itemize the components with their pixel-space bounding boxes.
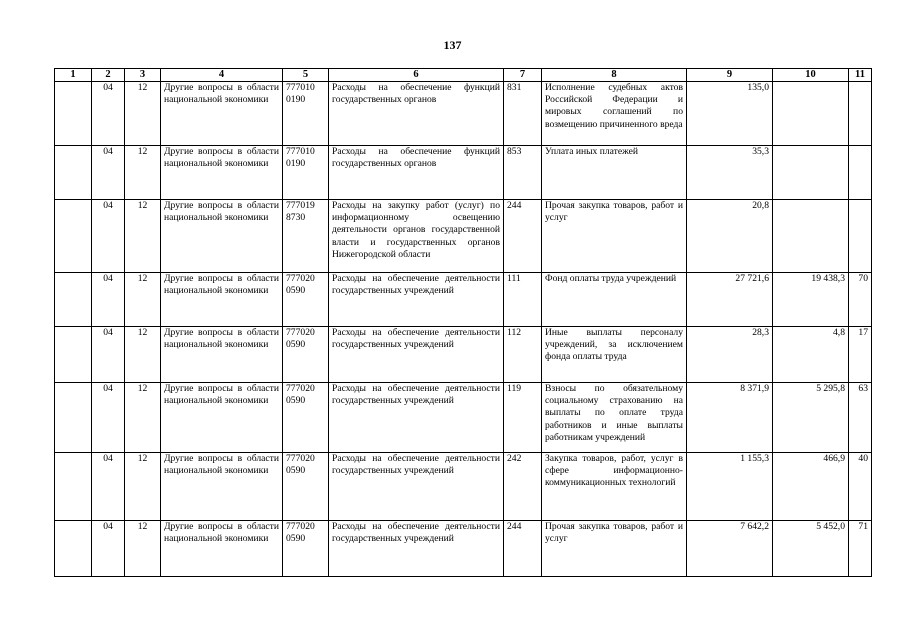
- cell-amount-actual: [773, 200, 849, 273]
- cell-section: 04: [92, 82, 125, 146]
- cell-target-name: Расходы на обеспечение деятельности государственных учреждений: [329, 521, 504, 577]
- cell-section-name: Другие вопросы в области национальной экономики: [161, 146, 283, 200]
- cell-percent: [849, 82, 872, 146]
- cell-section-name: Другие вопросы в области национальной экономики: [161, 383, 283, 453]
- cell-section: 04: [92, 383, 125, 453]
- cell-section: 04: [92, 273, 125, 327]
- cell-section-name: Другие вопросы в области национальной экономики: [161, 82, 283, 146]
- cell-col1: [55, 453, 92, 521]
- table-row: [55, 82, 872, 146]
- column-header-5: 5: [283, 69, 329, 82]
- cell-amount-plan: 7 642,2: [687, 521, 773, 577]
- cell-amount-plan: 35,3: [687, 146, 773, 200]
- header-row: [55, 69, 872, 82]
- cell-target-code: 777020 0590: [283, 327, 329, 383]
- cell-subsection: 12: [125, 383, 161, 453]
- cell-expense-name: Исполнение судебных актов Российской Федерации и мировых соглашений по возмещению причиненного вреда: [542, 82, 687, 146]
- cell-target-name: Расходы на обеспечение деятельности государственных учреждений: [329, 273, 504, 327]
- table-row: [55, 383, 872, 453]
- cell-target-code: 777020 0590: [283, 383, 329, 453]
- cell-percent: [849, 146, 872, 200]
- cell-percent: 40: [849, 453, 872, 521]
- cell-target-name: Расходы на обеспечение деятельности государственных учреждений: [329, 327, 504, 383]
- cell-section-name: Другие вопросы в области национальной экономики: [161, 521, 283, 577]
- cell-target-code: 777019 8730: [283, 200, 329, 273]
- cell-amount-actual: [773, 82, 849, 146]
- cell-amount-plan: 28,3: [687, 327, 773, 383]
- cell-section-name: Другие вопросы в области национальной экономики: [161, 327, 283, 383]
- cell-col1: [55, 273, 92, 327]
- cell-col1: [55, 200, 92, 273]
- table-row: [55, 200, 872, 273]
- cell-percent: 17: [849, 327, 872, 383]
- cell-target-name: Расходы на обеспечение деятельности государственных учреждений: [329, 383, 504, 453]
- table-header: [55, 69, 872, 82]
- column-header-1: 1: [55, 69, 92, 82]
- cell-col1: [55, 146, 92, 200]
- cell-subsection: 12: [125, 82, 161, 146]
- column-header-3: 3: [125, 69, 161, 82]
- table-body: [55, 82, 872, 577]
- table-row: [55, 146, 872, 200]
- column-header-11: 11: [849, 69, 872, 82]
- cell-amount-plan: 1 155,3: [687, 453, 773, 521]
- cell-target-name: Расходы на закупку работ (услуг) по информационному освещению деятельности органов государственной власти и государственных органов Нижегородской области: [329, 200, 504, 273]
- cell-target-code: 777010 0190: [283, 146, 329, 200]
- page-number: 137: [443, 38, 462, 52]
- cell-expense-type: 119: [504, 383, 542, 453]
- cell-percent: 70: [849, 273, 872, 327]
- cell-amount-plan: 135,0: [687, 82, 773, 146]
- table-row: [55, 521, 872, 577]
- cell-expense-name: Прочая закупка товаров, работ и услуг: [542, 521, 687, 577]
- cell-target-name: Расходы на обеспечение функций государственных органов: [329, 146, 504, 200]
- column-header-8: 8: [542, 69, 687, 82]
- cell-percent: [849, 200, 872, 273]
- cell-expense-type: 244: [504, 200, 542, 273]
- cell-amount-plan: 20,8: [687, 200, 773, 273]
- cell-expense-name: Закупка товаров, работ, услуг в сфере информационно-коммуникационных технологий: [542, 453, 687, 521]
- cell-subsection: 12: [125, 453, 161, 521]
- cell-expense-type: 242: [504, 453, 542, 521]
- cell-amount-actual: 5 295,8: [773, 383, 849, 453]
- cell-amount-actual: 19 438,3: [773, 273, 849, 327]
- table-row: [55, 327, 872, 383]
- cell-target-code: 777020 0590: [283, 453, 329, 521]
- cell-expense-name: Фонд оплаты труда учреждений: [542, 273, 687, 327]
- cell-percent: 63: [849, 383, 872, 453]
- cell-amount-plan: 27 721,6: [687, 273, 773, 327]
- cell-amount-actual: 5 452,0: [773, 521, 849, 577]
- cell-expense-name: Взносы по обязательному социальному страхованию на выплаты по оплате труда работников и иные выплаты работникам учреждений: [542, 383, 687, 453]
- cell-amount-plan: 8 371,9: [687, 383, 773, 453]
- cell-section-name: Другие вопросы в области национальной экономики: [161, 453, 283, 521]
- cell-amount-actual: [773, 146, 849, 200]
- column-header-10: 10: [773, 69, 849, 82]
- column-header-2: 2: [92, 69, 125, 82]
- cell-section: 04: [92, 327, 125, 383]
- cell-expense-name: Прочая закупка товаров, работ и услуг: [542, 200, 687, 273]
- cell-target-name: Расходы на обеспечение функций государственных органов: [329, 82, 504, 146]
- table-row: [55, 273, 872, 327]
- cell-subsection: 12: [125, 521, 161, 577]
- cell-expense-type: 111: [504, 273, 542, 327]
- cell-col1: [55, 82, 92, 146]
- cell-section: 04: [92, 200, 125, 273]
- cell-col1: [55, 383, 92, 453]
- cell-section-name: Другие вопросы в области национальной экономики: [161, 200, 283, 273]
- cell-target-code: 777020 0590: [283, 521, 329, 577]
- cell-target-code: 777010 0190: [283, 82, 329, 146]
- cell-subsection: 12: [125, 327, 161, 383]
- cell-expense-type: 831: [504, 82, 542, 146]
- cell-percent: 71: [849, 521, 872, 577]
- cell-subsection: 12: [125, 273, 161, 327]
- cell-expense-name: Иные выплаты персоналу учреждений, за исключением фонда оплаты труда: [542, 327, 687, 383]
- cell-section-name: Другие вопросы в области национальной экономики: [161, 273, 283, 327]
- cell-amount-actual: 466,9: [773, 453, 849, 521]
- cell-target-code: 777020 0590: [283, 273, 329, 327]
- table-row: [55, 453, 872, 521]
- cell-expense-type: 112: [504, 327, 542, 383]
- column-header-6: 6: [329, 69, 504, 82]
- cell-section: 04: [92, 146, 125, 200]
- cell-col1: [55, 327, 92, 383]
- budget-table: [54, 68, 872, 577]
- column-header-7: 7: [504, 69, 542, 82]
- cell-subsection: 12: [125, 146, 161, 200]
- column-header-4: 4: [161, 69, 283, 82]
- column-header-9: 9: [687, 69, 773, 82]
- cell-expense-type: 244: [504, 521, 542, 577]
- cell-target-name: Расходы на обеспечение деятельности государственных учреждений: [329, 453, 504, 521]
- cell-section: 04: [92, 453, 125, 521]
- cell-amount-actual: 4,8: [773, 327, 849, 383]
- cell-subsection: 12: [125, 200, 161, 273]
- cell-section: 04: [92, 521, 125, 577]
- cell-expense-type: 853: [504, 146, 542, 200]
- cell-expense-name: Уплата иных платежей: [542, 146, 687, 200]
- cell-col1: [55, 521, 92, 577]
